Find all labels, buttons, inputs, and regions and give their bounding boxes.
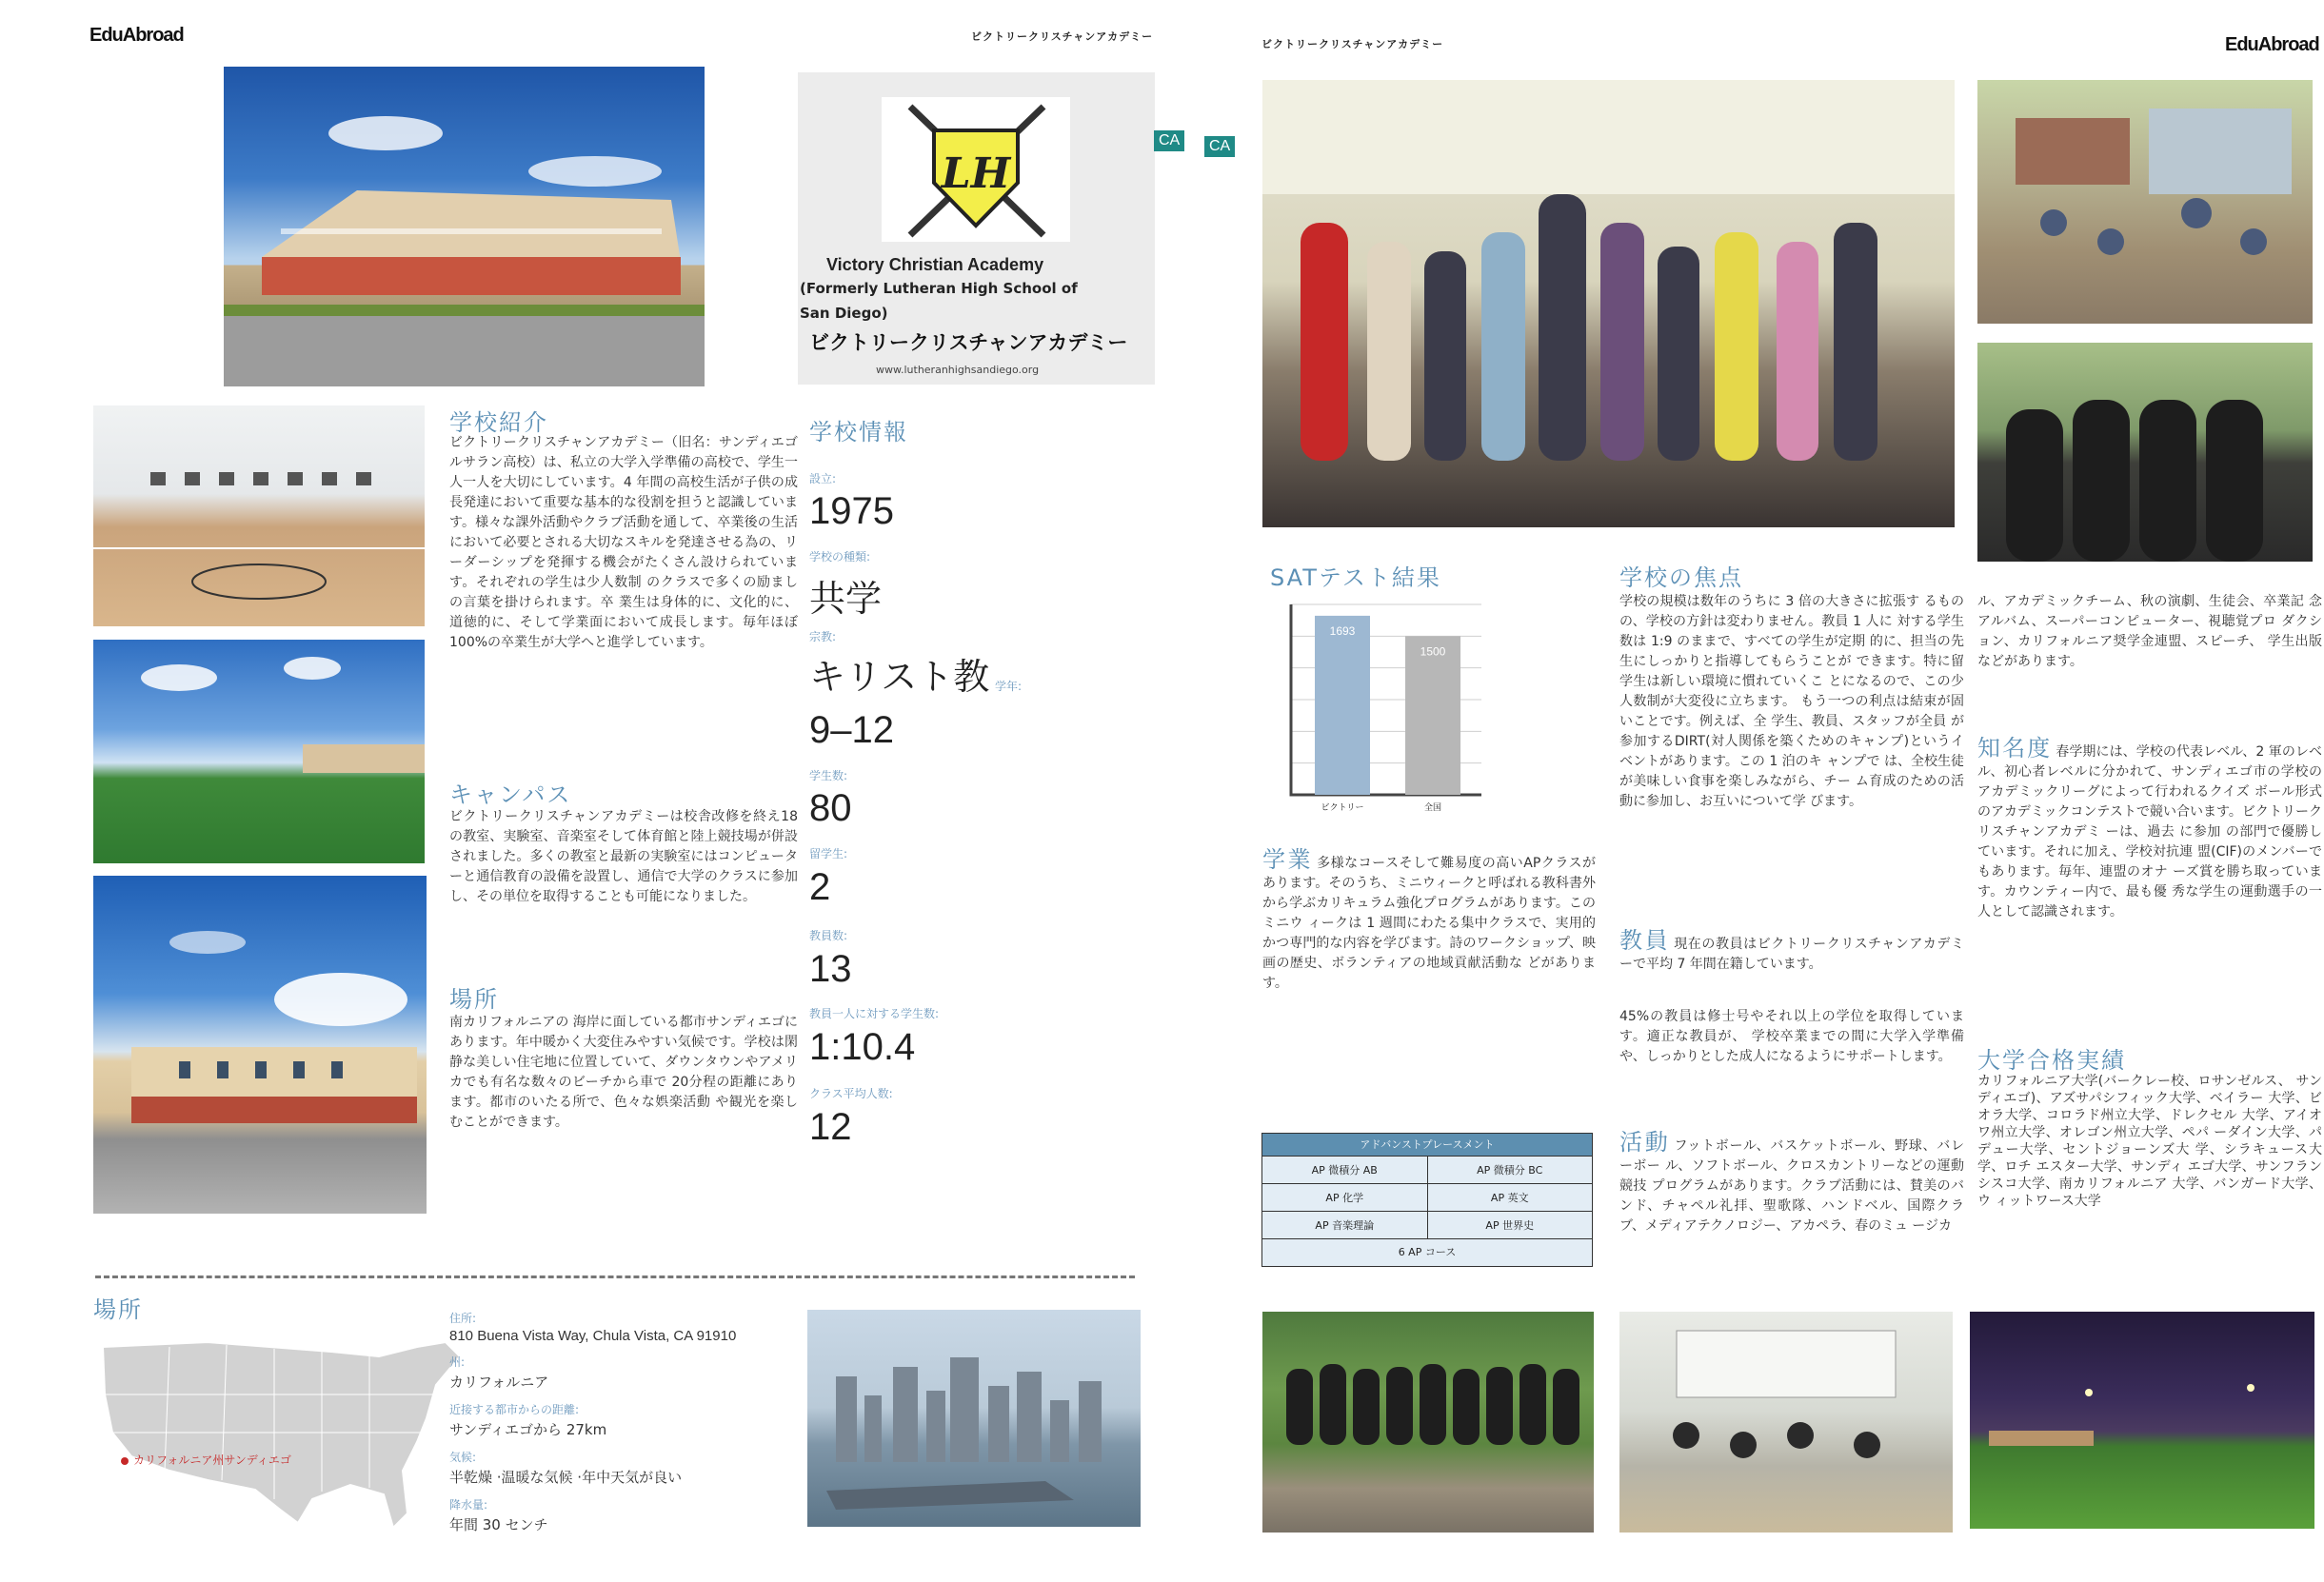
school-logo-card xyxy=(798,72,1155,385)
san-diego-marker-icon xyxy=(121,1457,129,1465)
ap-table-title: アドバンストプレースメント xyxy=(1262,1134,1592,1157)
playground-photo xyxy=(1977,80,2313,324)
usa-map xyxy=(93,1328,474,1539)
sat-category-label: 全国 xyxy=(1423,803,1442,813)
sat-bar-value: 1693 xyxy=(1329,623,1356,638)
admissions-text: カリフォルニア大学(バークレー校、ロサンゼルス、 サンディエゴ)、アズサパシフィック大学、ベイラー 大学、ビオラ大学、コロラド州立大学、ドレクセル 大学、アイオワ州立大学、オレゴン州立大学、ペパ ーダイン大学、パデュー大学、セントジョーンズ大 学、シラキュース大学、ロチ エスター大学、サンディ エゴ大学、サンフランシスコ大学、南カリフォルニア 大学、バンガード大学、ウ ィットワース大学 xyxy=(1977,1074,2322,1209)
map-section-heading: 場所 xyxy=(93,1296,143,1323)
ap-table-row xyxy=(1262,1157,1592,1184)
grades-label: 学年: xyxy=(995,680,1023,693)
religion-value: キリスト教 xyxy=(809,656,990,698)
activities-heading: 活動 xyxy=(1619,1129,1671,1156)
address-label: 住所: xyxy=(449,1312,477,1325)
distance-value: サンディエゴから 27km xyxy=(449,1421,607,1438)
grades-value: 9–12 xyxy=(809,709,894,751)
state-label: 州: xyxy=(449,1355,466,1369)
ap-table-row xyxy=(1262,1212,1592,1239)
school-name-en-1: Victory Christian Academy xyxy=(826,255,1044,274)
school-name-ja: ビクトリークリスチャンアカデミー xyxy=(809,330,1128,354)
religion-label: 宗教: xyxy=(809,630,837,643)
campus-heading: キャンパス xyxy=(449,781,572,808)
location-details xyxy=(449,1310,792,1534)
ap-table-footer: 6 AP コース xyxy=(1262,1239,1592,1266)
school-name-en-2: (Formerly Lutheran High School of xyxy=(800,280,1078,297)
ap-course: AP 微積分 AB xyxy=(1262,1157,1428,1183)
climate-value: 半乾燥 ·温暖な気候 ·年中天気が良い xyxy=(449,1469,683,1486)
gymnasium-photo xyxy=(93,405,425,626)
school-type-label: 学校の種類: xyxy=(809,550,871,564)
location-heading: 場所 xyxy=(449,986,499,1013)
san-diego-skyline-photo xyxy=(807,1310,1141,1527)
athletic-field-photo xyxy=(93,640,425,863)
faculty-heading: 教員 xyxy=(1619,927,1671,954)
sat-heading: SATテスト結果 xyxy=(1270,564,1441,591)
focus-text: 学校の規模は数年のうちに 3 倍の大きさに拡張す るものの、学校の方針は変わりません。教員 1 人に 対する学生数は 1:9 のままで、すべての学生が定期 的に、担当の先生にしっかりと指導してもらうことが できます。特に留学生は新しい環境に慣れていくこ とになるので、この少人数制が大変役に立ちます。 もう一つの利点は結束が固いことです。例えば、全 学生、教員、スタッフが全員 が参加するDIRT(対人関係を築くためのキャンプ)というイベントがあります。この 1 泊のキ ャンプで は、全校生徒が美味しい食事を楽しみながら、チー ム育成のための活動に参加し、お互いについて学 びます。 xyxy=(1619,594,1965,809)
brand-logo-right: EduAbroad xyxy=(2225,34,2319,55)
intl-students-label: 留学生: xyxy=(809,847,848,860)
rainfall-value: 年間 30 センチ xyxy=(449,1516,548,1533)
intl-students-value: 2 xyxy=(809,866,831,908)
school-url[interactable]: www.lutheranhighsandiego.org xyxy=(876,364,1040,376)
faculty-text-1: 現在の教員はビクトリークリスチャンアカデミーで平均 7 年間在籍しています。 xyxy=(1619,937,1964,972)
students-label: 学生数: xyxy=(809,769,848,782)
night-field-photo xyxy=(1970,1312,2314,1529)
ap-courses-table xyxy=(1261,1133,1593,1267)
address-value: 810 Buena Vista Way, Chula Vista, CA 91910 xyxy=(449,1328,737,1344)
distance-label: 近接する都市からの距離: xyxy=(449,1403,580,1416)
ap-course: AP 英文 xyxy=(1428,1184,1593,1211)
activities-continued-text: ル、アカデミックチーム、秋の演劇、生徒会、卒業記 念アルバム、スーパーコンピューター、視聴覚プロ ダクション、カリフォルニア奨学金連盟、スピーチ、 学生出版などがあります。 xyxy=(1977,594,2322,669)
ap-course: AP 音楽理論 xyxy=(1262,1212,1428,1238)
activities-block xyxy=(1619,1129,1964,1236)
sat-bar-chart xyxy=(1272,595,1491,823)
school-front-photo xyxy=(93,876,427,1214)
logo-monogram: LH xyxy=(941,149,1011,198)
sat-bar xyxy=(1315,616,1370,795)
students-group-photo xyxy=(1262,1312,1594,1533)
sat-bar xyxy=(1405,636,1460,795)
running-head-left: ビクトリークリスチャンアカデミー xyxy=(971,30,1154,43)
class-size-label: クラス平均人数: xyxy=(809,1087,893,1100)
classroom-photo xyxy=(1619,1312,1953,1533)
ratio-label: 教員一人に対する学生数: xyxy=(809,1007,940,1020)
shield-logo xyxy=(882,97,1070,242)
school-name-en-3: San Diego) xyxy=(800,305,888,322)
school-building-photo xyxy=(224,67,705,386)
running-head-right: ビクトリークリスチャンアカデミー xyxy=(1261,38,1444,50)
baseball-team-photo xyxy=(1977,343,2313,562)
recognition-text: 春学期には、学校の代表レベル、2 軍のレベル、初心者レベルに分かれて、サンディエゴ市の学校の アカデミックリーグによって行われるクイズ ボール形式のアカデミックコンテストで競い合います。ビクトリークリスチャンアカデミ ーは、過去 に参加 の部門で優勝しています。それに加え、学校対抗連 盟(CIF)のメンバーでもあります。毎年、連盟のオナ ーズ賞を勝ち取っています。カウンティー内で、最も優 秀な学生の運動選手の一人として認識されます。 xyxy=(1977,744,2322,920)
faculty-text-2: 45%の教員は修士号やそれ以上の学位を取得しています。適正な教員が、 学校卒業までの間に大学入学準備や、しっかりとした成人になるようにサポートします。 xyxy=(1619,1009,1964,1064)
climate-label: 気候: xyxy=(449,1451,477,1464)
ratio-value: 1:10.4 xyxy=(809,1026,916,1068)
map-marker-label: カリフォルニア州サンディエゴ xyxy=(133,1453,291,1467)
focus-heading: 学校の焦点 xyxy=(1619,564,1743,591)
faculty-count-label: 教員数: xyxy=(809,929,848,942)
academics-text: 多様なコースそして難易度の高いAPクラスがあります。そのうち、ミニウィークと呼ばれる教科書外から学ぶカリキュラム強化プログラムがあります。このミニウ ィークは 1 週間にわたる集中クラスで、実用的かつ専門的な内容を学びます。詩のワークショップ、映画の歴史、ボランティアの地域貢献活動な どがあります。 xyxy=(1262,856,1596,991)
state-value: カリフォルニア xyxy=(449,1374,549,1391)
recognition-block xyxy=(1977,735,2322,922)
ap-table-row xyxy=(1262,1184,1592,1212)
activities-text: フットボール、バスケットボール、野球、バレ ーボー ル、ソフトボール、クロスカントリーなどの運動競技 プログラムがあります。クラブ活動には、賛美のバ ンド、チャペル礼拝、聖歌隊、ハンドベル、国際クラ ブ、メディアテクノロジー、アカペラ、春のミュ ージカ xyxy=(1619,1138,1964,1234)
intro-heading: 学校紹介 xyxy=(449,409,548,436)
ap-course: AP 微積分 BC xyxy=(1428,1157,1593,1183)
campus-text: ビクトリークリスチャンアカデミーは校舎改修を終え18の教室、実験室、音楽室そして体育館と陸上競技場が併設されました。多くの教室と最新の実験室にはコンピュータ ーと通信教育の設備を設置し、通信で大学のクラスに参加し、その単位を取得することも可能になりました。 xyxy=(449,809,798,904)
ca-tag: CA xyxy=(1204,136,1235,157)
recognition-heading: 知名度 xyxy=(1977,735,2053,761)
faculty-count-value: 13 xyxy=(809,948,852,990)
sat-bar-value: 1500 xyxy=(1420,644,1446,659)
intro-text: ビクトリークリスチャンアカデミー（旧名：サンディエゴルサラン高校）は、私立の大学入学準備の高校で、学生一人一人を大切にしています。4 年間の高校生活が子供の成長発達において重要な基本的な役割を担うと認識しています。様々な課外活動やクラブ活動を通して、卒業後の生活において必要とされる大切なスキルを発達させる為の、リーダーシップを発揮する機会がたくさん設けられています。それぞれの学生は少人数制 のクラスで多くの励ましの言葉を掛けられます。卒 業生は身体的に、文化的に、道徳的に、そして学業面において成長します。毎年ほぼ100%の卒業生が大学へと進学しています。 xyxy=(449,435,798,650)
academics-block xyxy=(1262,846,1596,994)
location-text: 南カリフォルニアの 海岸に面している都市サンディエゴにあります。年中暖かく大変住みやすい気候です。学校は閑静な美しい住宅地に位置していて、ダウンタウンやアメリカでも有名な数々のビーチから車で 20分程の距離にあります。都市のいたる所で、色々な娯楽活動 や観光を楽しむことができます。 xyxy=(449,1015,798,1130)
founded-label: 設立: xyxy=(809,472,837,485)
ap-course: AP 世界史 xyxy=(1428,1212,1593,1238)
faculty-block xyxy=(1619,927,1964,975)
school-info-heading: 学校情報 xyxy=(809,419,908,445)
ap-course: AP 化学 xyxy=(1262,1184,1428,1211)
admissions-heading: 大学合格実績 xyxy=(1977,1047,2126,1074)
academics-heading: 学業 xyxy=(1262,846,1314,873)
sat-category-label: ビクトリー xyxy=(1321,803,1364,813)
ca-tag: CA xyxy=(1154,130,1184,151)
school-type-value: 共学 xyxy=(809,578,883,620)
theater-performance-photo xyxy=(1262,80,1955,527)
brand-logo-left: EduAbroad xyxy=(89,25,184,46)
founded-value: 1975 xyxy=(809,490,894,532)
section-divider xyxy=(95,1275,1135,1278)
rainfall-label: 降水量: xyxy=(449,1498,488,1512)
students-value: 80 xyxy=(809,787,852,829)
class-size-value: 12 xyxy=(809,1106,852,1148)
